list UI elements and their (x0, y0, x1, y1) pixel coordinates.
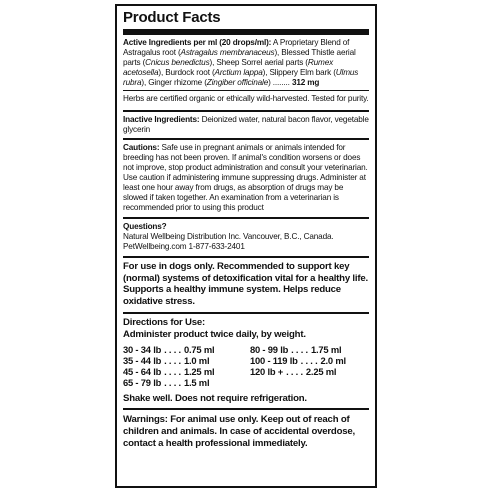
latin-name: Rumex acetosella (123, 58, 334, 77)
cautions-section (123, 140, 369, 219)
dosage-amount: 2.0 ml (320, 354, 346, 366)
dosage-row (250, 366, 369, 377)
dosage-amount: 1.0 ml (183, 354, 210, 366)
latin-name: Zingiber officinale (206, 78, 269, 87)
ingredient-text: ), Sheep Sorrel aerial parts ( (209, 58, 308, 67)
dosage-row (250, 344, 369, 355)
certification-text: Herbs are certified organic or ethically wild-harvested. Tested for purity. (123, 94, 369, 103)
company-address: Natural Wellbeing Distribution Inc. Vancouver, B.C., Canada. (123, 232, 334, 241)
ingredient-text: ), Slippery Elm bark ( (262, 68, 336, 77)
ingredient-text: ), Burdock root ( (158, 68, 215, 77)
dosage-row (123, 355, 242, 366)
dosage-row (250, 355, 369, 366)
dosage-row (123, 366, 242, 377)
dosage-leader: . . . . (286, 366, 303, 378)
latin-name: Cnicus benedictus (145, 58, 210, 67)
active-ingredients-amount: 312 mg (291, 78, 320, 87)
directions-label: Directions for Use: (123, 317, 206, 329)
company-contact: PetWellbeing.com 1-877-633-2401 (123, 242, 245, 251)
dosage-leader: . . . . (164, 343, 181, 355)
inactive-ingredients-label: Inactive Ingredients: (123, 115, 200, 124)
dosage-leader: . . . . (164, 354, 181, 366)
ingredient-text: A Proprietary Blend of Astragalus root ( (123, 38, 350, 57)
questions-section (123, 219, 369, 258)
dosage-weight: 100 - 119 lb (250, 354, 298, 366)
warnings-label: Warnings: (123, 414, 168, 426)
cautions-label: Cautions: (123, 143, 160, 152)
dosage-amount: 1.5 ml (183, 377, 210, 389)
dosage-leader: . . . . (164, 366, 181, 378)
latin-name: Ulmus rubra (123, 68, 359, 87)
questions-label: Questions? (123, 222, 167, 231)
storage-instruction: Shake well. Does not require refrigeration. (123, 392, 307, 404)
dosage-amount: 1.25 ml (183, 366, 215, 378)
dosage-amount: 1.75 ml (310, 343, 342, 355)
product-facts-label (115, 4, 377, 488)
directions-instruction: Administer product twice daily, by weight. (123, 328, 306, 340)
active-amount-leader: ........ (270, 78, 292, 87)
ingredient-text: ) (268, 78, 271, 87)
dosage-weight: 30 - 34 lb (123, 343, 162, 355)
dosage-row (123, 344, 242, 355)
dosage-weight: 65 - 79 lb (123, 377, 162, 389)
dosage-amount: 2.25 ml (305, 366, 337, 378)
warnings-text: For animal use only. Keep out of reach of children and animals. In case of accidental overdose, contact a health professional immediately. (123, 414, 355, 449)
usage-text: For use in dogs only. Recommended to support key (normal) systems of detoxification vital for a healthy life. Supports a healthy immune system. Helps reduce oxidative stress. (123, 261, 368, 307)
dosage-leader: . . . . (291, 343, 308, 355)
warnings-section (123, 410, 369, 449)
latin-name: Arctium lappa (214, 68, 263, 77)
dosage-weight: 35 - 44 lb (123, 354, 162, 366)
dosage-leader: . . . . (164, 377, 181, 389)
latin-name: Astragalus membranaceus (180, 48, 275, 57)
dosage-weight: 120 lb + (250, 366, 284, 378)
dosage-row (123, 377, 242, 388)
ingredient-text: ), Ginger rhizome ( (141, 78, 207, 87)
usage-section (123, 258, 369, 314)
cautions-text: Safe use in pregnant animals or animals intended for breeding has not been proven. If animal's condition worsens or does not improve, stop product administration and consult your veterinarian. Use caution if administering immune suppressing drugs. Administer at least one hour away from drugs, as absorption of drugs may be slowed if taken together. An examination from a veterinarian is recommended prior to using this product (123, 143, 368, 212)
active-ingredients-section (123, 35, 369, 91)
ingredient-text: ), Blessed Thistle aerial parts ( (123, 48, 356, 67)
dosage-table (123, 344, 369, 389)
label-title: Product Facts (123, 6, 369, 35)
inactive-ingredients-text: Deionized water, natural bacon flavor, vegetable glycerin (123, 115, 369, 134)
inactive-ingredients-section (123, 112, 369, 140)
certification-note (123, 91, 369, 112)
directions-section (123, 314, 369, 410)
dosage-amount: 0.75 ml (183, 343, 215, 355)
dosage-weight: 80 - 99 lb (250, 343, 289, 355)
dosage-weight: 45 - 64 lb (123, 366, 162, 378)
dosage-leader: . . . . (300, 354, 318, 366)
active-ingredients-label: Active Ingredients per ml (20 drops/ml): (123, 38, 272, 47)
